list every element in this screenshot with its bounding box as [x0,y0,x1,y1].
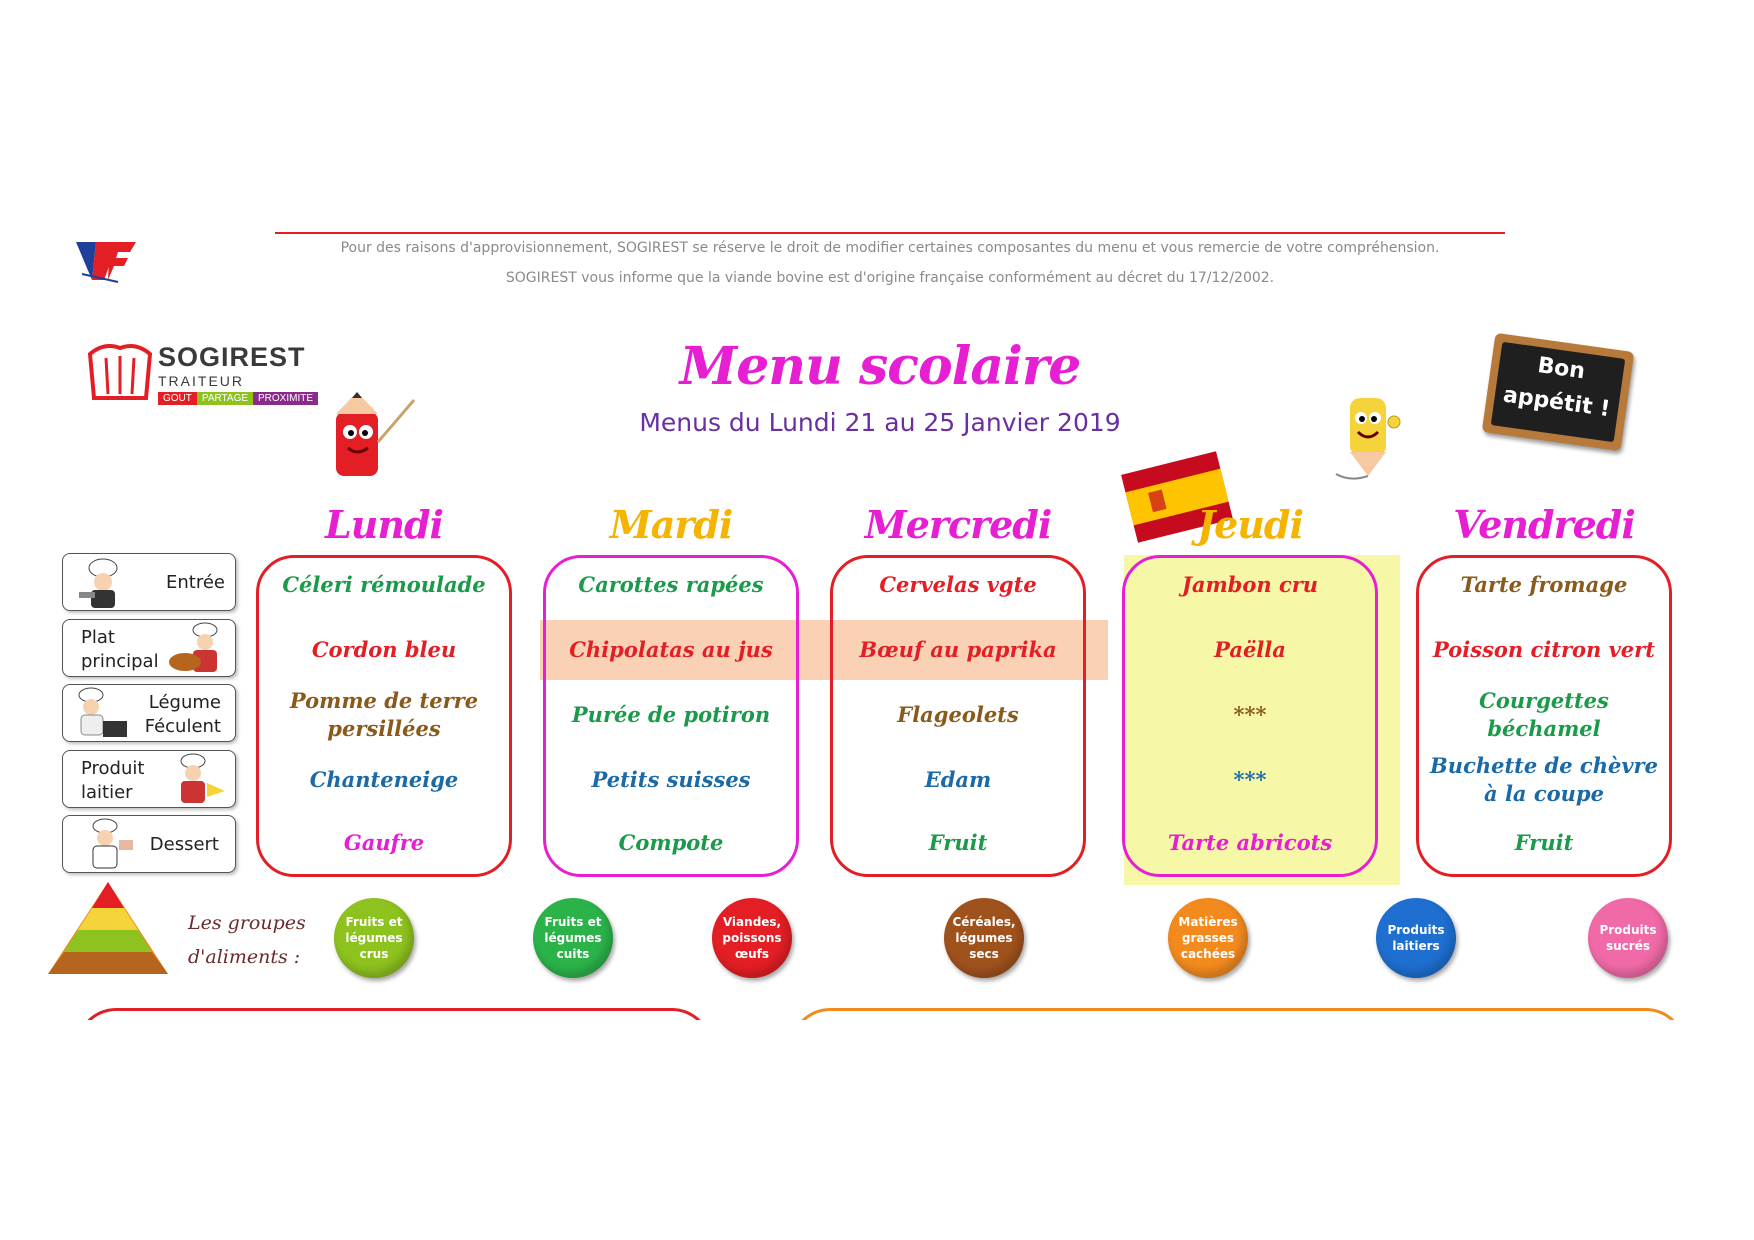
logo-tags [158,392,318,405]
dish: Paëlla [1214,637,1286,662]
food-pyramid-icon [44,878,172,978]
chef-roast-icon [167,622,229,676]
page-title: Menu scolaire [679,336,1081,397]
dish: Chanteneige [309,767,459,792]
logo-tag-gout: GOUT [158,392,197,405]
food-group-badge: Matières grasses cachées [1168,898,1248,978]
dish: Buchette de chèvre à la coupe [1430,753,1658,806]
dish: Poisson citron vert [1433,637,1655,662]
dish: Fruit [928,830,988,855]
pencil-teacher-mascot-icon [322,392,418,484]
chef-cheese-icon [163,753,227,807]
category-dessert [62,815,236,873]
dish: *** [1233,702,1267,727]
chef-icon [75,558,131,610]
logo-sub: TRAITEUR [158,373,244,389]
category-label: Légume Féculent [144,692,221,737]
logo-tag-partage: PARTAGE [197,392,253,405]
dish: Pomme de terre persillées [289,688,479,741]
bottom-cover [0,1020,1754,1240]
chef-dessert-icon [81,818,137,872]
category-legume-feculent [62,684,236,742]
category-label: Produit laitier [81,758,145,803]
logo-name: SOGIREST [158,342,306,372]
day-name-vendredi: Vendredi [1453,502,1635,547]
sign-line-1: Bon [1535,353,1587,385]
dish: Gaufre [343,830,425,855]
food-group-badge: Viandes, poissons œufs [712,898,792,978]
category-produit-laitier [62,750,236,808]
page-subtitle: Menus du Lundi 21 au 25 Janvier 2019 [639,408,1121,437]
category-plat-principal [62,619,236,677]
sign-line-2: appétit ! [1501,382,1612,423]
dish: Petits suisses [591,767,751,792]
dish: Compote [618,830,724,855]
food-groups-label: Les groupes d'aliments : [188,912,306,968]
dish: Courgettes béchamel [1479,688,1609,741]
category-label: Plat principal [81,627,159,672]
dish: Fruit [1514,830,1574,855]
dish: Tarte abricots [1167,830,1333,855]
pencil-thumbs-up-mascot-icon [1330,392,1410,484]
dish: Tarte fromage [1460,572,1628,597]
category-entree [62,553,236,611]
category-label: Dessert [149,834,219,855]
day-name-lundi: Lundi [325,502,443,547]
food-group-badge: Fruits et légumes crus [334,898,414,978]
dish: Cervelas vgte [879,572,1037,597]
notice-top-rule [275,232,1505,234]
dish: *** [1233,767,1267,792]
day-name-mercredi: Mercredi [864,502,1052,547]
bon-appetit-chalkboard [1482,333,1635,452]
category-label: Entrée [166,572,225,593]
chef-hat-icon [84,340,156,406]
notice-line-2: SOGIREST vous informe que la viande bovine est d'origine française conformément au décret du 17/12/2002. [505,270,1275,286]
day-name-jeudi: Jeudi [1197,502,1303,547]
dish: Purée de potiron [571,702,771,727]
cook-icon [69,687,131,741]
dish: Cordon bleu [311,637,457,662]
food-group-badge: Produits laitiers [1376,898,1456,978]
day-name-mardi: Mardi [609,502,733,547]
food-group-badge: Produits sucrés [1588,898,1668,978]
dish: Flageolets [897,702,1019,727]
dish: Bœuf au paprika [859,637,1057,662]
dish: Céleri rémoulade [282,572,486,597]
dish: Carottes rapées [578,572,764,597]
sogirest-logo [84,340,316,410]
food-group-badge: Céréales, légumes secs [944,898,1024,978]
dish: Jambon cru [1181,572,1319,597]
viande-francaise-logo [74,240,138,284]
notice-line-1: Pour des raisons d'approvisionnement, SOGIREST se réserve le droit de modifier certaines composantes du menu et vous remercie de votre compréhension. [340,240,1440,256]
logo-tag-proximite: PROXIMITE [253,392,318,405]
dish: Edam [924,767,992,792]
food-group-badge: Fruits et légumes cuits [533,898,613,978]
dish: Chipolatas au jus [569,637,773,662]
